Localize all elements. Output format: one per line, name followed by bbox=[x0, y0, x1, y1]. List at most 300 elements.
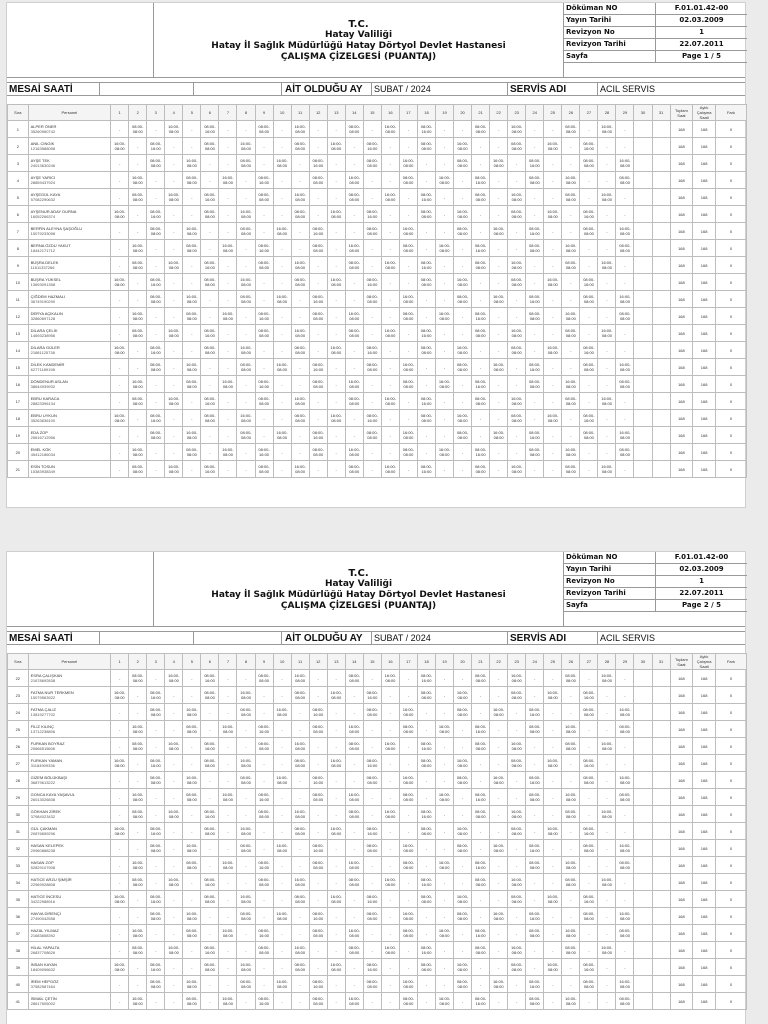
shift-cell: 16:00- 08:00 bbox=[219, 172, 237, 189]
shift-cell: 08:00- 08:00 bbox=[345, 393, 363, 410]
shift-cell: - bbox=[399, 206, 417, 223]
header-day: 24 bbox=[526, 654, 544, 670]
shift-cell: - bbox=[345, 891, 363, 908]
total-cell: 0 bbox=[715, 274, 746, 291]
shift-cell bbox=[634, 670, 652, 687]
shift-cell: - bbox=[381, 359, 399, 376]
shift-cell: - bbox=[472, 206, 490, 223]
shift-cell: 08:00- 08:00 bbox=[201, 891, 219, 908]
schedule-table bbox=[7, 653, 747, 1010]
shift-cell: - bbox=[417, 772, 435, 789]
shift-cell: 16:00- 08:00 bbox=[273, 359, 291, 376]
total-cell: 168 bbox=[670, 393, 693, 410]
row-number: 1 bbox=[8, 121, 29, 138]
shift-cell: - bbox=[273, 755, 291, 772]
shift-cell: 08:00- 08:00 bbox=[417, 755, 435, 772]
shift-cell: 08:00- 08:00 bbox=[237, 359, 255, 376]
shift-cell: 08:00- 08:00 bbox=[309, 857, 327, 874]
shift-cell: - bbox=[598, 138, 616, 155]
shift-cell: 08:00- 16:00 bbox=[201, 874, 219, 891]
total-cell: 0 bbox=[715, 410, 746, 427]
shift-cell: 08:00- 16:00 bbox=[309, 359, 327, 376]
header-day: 4 bbox=[165, 105, 183, 121]
shift-cell: 08:00- 08:00 bbox=[237, 840, 255, 857]
shift-cell: 08:00- 08:00 bbox=[237, 908, 255, 925]
personel-cell bbox=[28, 772, 111, 789]
header-day: 12 bbox=[309, 654, 327, 670]
shift-cell: 08:00- 08:00 bbox=[417, 891, 435, 908]
shift-cell: 16:00- 08:00 bbox=[327, 687, 345, 704]
shift-cell: - bbox=[435, 121, 453, 138]
total-cell: 168 bbox=[693, 840, 716, 857]
header-total: Aylık Çalışma Saati bbox=[693, 654, 716, 670]
shift-cell: - bbox=[201, 925, 219, 942]
shift-cell: 08:00- 16:00 bbox=[255, 308, 273, 325]
shift-cell: 16:00- 08:00 bbox=[291, 393, 309, 410]
shift-cell: 08:00- 08:00 bbox=[147, 155, 165, 172]
total-cell: 168 bbox=[693, 959, 716, 976]
shift-cell: 16:00- 08:00 bbox=[598, 942, 616, 959]
info-key: Revizyon No bbox=[564, 576, 656, 587]
shift-cell: - bbox=[381, 376, 399, 393]
personel-name: ALPER ÖNER bbox=[30, 124, 57, 129]
shift-cell: 16:00- 08:00 bbox=[381, 189, 399, 206]
shift-cell: - bbox=[616, 670, 634, 687]
shift-cell: - bbox=[219, 959, 237, 976]
total-cell: 0 bbox=[715, 138, 746, 155]
shift-cell: - bbox=[111, 376, 129, 393]
header-day: 3 bbox=[147, 654, 165, 670]
shift-cell: 08:00- 08:00 bbox=[183, 376, 201, 393]
row-number: 30 bbox=[8, 806, 29, 823]
shift-cell: - bbox=[562, 410, 580, 427]
shift-cell: 08:00- 16:00 bbox=[147, 687, 165, 704]
shift-cell bbox=[652, 291, 670, 308]
shift-cell: - bbox=[435, 942, 453, 959]
personel-id: 11611337266 bbox=[30, 265, 55, 270]
total-cell: 0 bbox=[715, 857, 746, 874]
shift-cell: 16:00- 08:00 bbox=[598, 325, 616, 342]
shift-cell: - bbox=[219, 670, 237, 687]
shift-cell: 08:00- 08:00 bbox=[526, 993, 544, 1010]
shift-cell: - bbox=[399, 806, 417, 823]
table-row bbox=[8, 993, 747, 1010]
shift-cell: 16:00- 08:00 bbox=[129, 925, 147, 942]
shift-cell bbox=[634, 223, 652, 240]
shift-cell: 16:00- 08:00 bbox=[435, 376, 453, 393]
shift-cell: - bbox=[544, 121, 562, 138]
shift-cell: - bbox=[183, 738, 201, 755]
shift-cell: 08:00- 16:00 bbox=[417, 670, 435, 687]
shift-cell: - bbox=[345, 908, 363, 925]
shift-cell: - bbox=[129, 155, 147, 172]
shift-cell: - bbox=[580, 806, 598, 823]
total-cell: 0 bbox=[715, 925, 746, 942]
personel-id: 35260960742 bbox=[30, 129, 56, 134]
shift-cell: 08:00- 08:00 bbox=[363, 291, 381, 308]
personel-cell bbox=[28, 755, 111, 772]
shift-cell: - bbox=[526, 393, 544, 410]
shift-cell: 08:00- 08:00 bbox=[345, 942, 363, 959]
shift-cell: 16:00- 08:00 bbox=[219, 993, 237, 1010]
shift-cell: - bbox=[616, 874, 634, 891]
shift-cell: - bbox=[598, 925, 616, 942]
shift-cell: - bbox=[111, 189, 129, 206]
shift-cell: - bbox=[201, 291, 219, 308]
shift-cell: - bbox=[129, 359, 147, 376]
shift-cell: - bbox=[472, 959, 490, 976]
shift-cell: - bbox=[598, 427, 616, 444]
shift-cell bbox=[652, 410, 670, 427]
personel-name: FİLİZ KILINÇ bbox=[30, 724, 54, 729]
shift-cell: - bbox=[309, 823, 327, 840]
shift-cell bbox=[634, 976, 652, 993]
shift-cell: - bbox=[598, 342, 616, 359]
shift-cell: - bbox=[472, 427, 490, 444]
total-cell: 0 bbox=[715, 291, 746, 308]
shift-cell: - bbox=[399, 138, 417, 155]
shift-cell: 08:00- 08:00 bbox=[526, 172, 544, 189]
shift-cell: 16:00- 08:00 bbox=[562, 721, 580, 738]
shift-cell: 16:00- 08:00 bbox=[399, 359, 417, 376]
shift-cell: 08:00- 08:00 bbox=[309, 172, 327, 189]
shift-cell: 16:00- 08:00 bbox=[183, 704, 201, 721]
shift-cell: 08:00- 08:00 bbox=[454, 359, 472, 376]
shift-cell: - bbox=[472, 704, 490, 721]
shift-cell: 16:00- 08:00 bbox=[273, 223, 291, 240]
shift-cell: 16:00- 08:00 bbox=[562, 308, 580, 325]
shift-cell: 16:00- 08:00 bbox=[111, 755, 129, 772]
shift-cell bbox=[634, 789, 652, 806]
shift-cell: 08:00- 08:00 bbox=[201, 138, 219, 155]
shift-cell: - bbox=[490, 993, 508, 1010]
shift-cell: - bbox=[165, 976, 183, 993]
shift-cell: - bbox=[598, 359, 616, 376]
personel-id: 21881125738 bbox=[30, 350, 55, 355]
table-row bbox=[8, 721, 747, 738]
shift-cell: - bbox=[381, 427, 399, 444]
shift-cell: 16:00- 08:00 bbox=[454, 410, 472, 427]
personel-cell bbox=[28, 291, 111, 308]
shift-cell: - bbox=[417, 427, 435, 444]
shift-cell: - bbox=[219, 461, 237, 478]
shift-cell: - bbox=[526, 738, 544, 755]
shift-cell: - bbox=[111, 325, 129, 342]
personel-cell bbox=[28, 687, 111, 704]
shift-cell: - bbox=[345, 138, 363, 155]
shift-cell: - bbox=[598, 959, 616, 976]
shift-cell: 16:00- 08:00 bbox=[508, 670, 526, 687]
shift-cell: - bbox=[562, 274, 580, 291]
personel-id: 12163588058 bbox=[30, 146, 56, 151]
shift-cell bbox=[634, 806, 652, 823]
shift-cell: 08:00- 08:00 bbox=[255, 942, 273, 959]
shift-cell: 08:00- 08:00 bbox=[472, 121, 490, 138]
personel-id: 15079233098 bbox=[30, 231, 56, 236]
shift-cell: 08:00- 08:00 bbox=[363, 223, 381, 240]
shift-cell: 16:00- 08:00 bbox=[508, 461, 526, 478]
total-cell: 168 bbox=[693, 240, 716, 257]
shift-cell: 16:00- 08:00 bbox=[129, 857, 147, 874]
shift-cell: - bbox=[490, 444, 508, 461]
shift-cell: - bbox=[201, 704, 219, 721]
shift-cell: 16:00- 08:00 bbox=[129, 444, 147, 461]
shift-cell: - bbox=[363, 376, 381, 393]
shift-cell: - bbox=[580, 789, 598, 806]
personel-cell bbox=[28, 444, 111, 461]
shift-cell: - bbox=[598, 410, 616, 427]
shift-cell: - bbox=[345, 410, 363, 427]
shift-cell: 08:00- 08:00 bbox=[616, 172, 634, 189]
header-day: 14 bbox=[345, 654, 363, 670]
shift-cell: - bbox=[219, 155, 237, 172]
shift-cell: - bbox=[345, 427, 363, 444]
shift-cell: - bbox=[580, 444, 598, 461]
shift-cell bbox=[652, 325, 670, 342]
shift-cell: - bbox=[544, 976, 562, 993]
shift-cell: 16:00- 08:00 bbox=[165, 257, 183, 274]
total-cell: 168 bbox=[670, 874, 693, 891]
personel-cell bbox=[28, 121, 111, 138]
shift-cell: - bbox=[327, 359, 345, 376]
page-number: Page 1 / 5 bbox=[681, 52, 722, 60]
shift-cell: - bbox=[580, 257, 598, 274]
personel-cell bbox=[28, 325, 111, 342]
shift-cell: 08:00- 08:00 bbox=[345, 738, 363, 755]
personel-name: FURKAN BOYRAZ bbox=[30, 741, 65, 746]
shift-cell: - bbox=[183, 325, 201, 342]
title-line: Hatay İl Sağlık Müdürlüğü Hatay Dörtyol Devlet Hastanesi bbox=[211, 589, 506, 600]
shift-cell: - bbox=[327, 172, 345, 189]
shift-cell: - bbox=[129, 755, 147, 772]
shift-cell: 16:00- 08:00 bbox=[111, 274, 129, 291]
shift-cell: 08:00- 08:00 bbox=[129, 738, 147, 755]
shift-cell: - bbox=[508, 240, 526, 257]
shift-cell: - bbox=[327, 874, 345, 891]
shift-cell: - bbox=[562, 427, 580, 444]
shift-cell: 08:00- 08:00 bbox=[183, 444, 201, 461]
shift-cell: 08:00- 08:00 bbox=[508, 959, 526, 976]
shift-cell: 16:00- 08:00 bbox=[562, 240, 580, 257]
shift-cell: - bbox=[544, 427, 562, 444]
shift-cell: - bbox=[490, 721, 508, 738]
header-day: 21 bbox=[472, 654, 490, 670]
shift-cell: 08:00- 16:00 bbox=[363, 891, 381, 908]
shift-cell: - bbox=[417, 993, 435, 1010]
shift-cell: 16:00- 08:00 bbox=[381, 738, 399, 755]
document-info bbox=[563, 552, 747, 627]
shift-cell: - bbox=[237, 444, 255, 461]
shift-cell: - bbox=[435, 461, 453, 478]
shift-cell: 08:00- 08:00 bbox=[255, 874, 273, 891]
shift-cell bbox=[634, 376, 652, 393]
shift-cell: - bbox=[598, 857, 616, 874]
total-cell: 168 bbox=[670, 257, 693, 274]
shift-cell: 08:00- 08:00 bbox=[417, 823, 435, 840]
shift-cell: - bbox=[381, 891, 399, 908]
shift-cell: - bbox=[273, 121, 291, 138]
shift-cell: - bbox=[255, 772, 273, 789]
shift-cell: 08:00- 16:00 bbox=[417, 257, 435, 274]
shift-cell: 16:00- 08:00 bbox=[562, 789, 580, 806]
shift-cell: 16:00- 08:00 bbox=[435, 993, 453, 1010]
shift-cell: - bbox=[417, 840, 435, 857]
personel-cell bbox=[28, 874, 111, 891]
shift-cell bbox=[652, 393, 670, 410]
shift-cell: - bbox=[255, 823, 273, 840]
shift-cell: 08:00- 16:00 bbox=[580, 959, 598, 976]
shift-cell: 16:00- 08:00 bbox=[327, 755, 345, 772]
shift-cell: - bbox=[526, 687, 544, 704]
row-number: 36 bbox=[8, 908, 29, 925]
shift-cell: 16:00- 08:00 bbox=[237, 891, 255, 908]
shift-cell: 08:00- 08:00 bbox=[508, 410, 526, 427]
shift-cell: - bbox=[183, 461, 201, 478]
total-cell: 168 bbox=[670, 687, 693, 704]
shift-cell: - bbox=[435, 342, 453, 359]
shift-cell: - bbox=[111, 772, 129, 789]
shift-cell: 16:00- 08:00 bbox=[508, 121, 526, 138]
personel-name: GİZEM BÖLÜKBAŞI bbox=[30, 775, 68, 780]
shift-cell: 16:00- 08:00 bbox=[111, 687, 129, 704]
shift-cell: 08:00- 08:00 bbox=[147, 427, 165, 444]
shift-cell: 16:00- 08:00 bbox=[291, 874, 309, 891]
header-day: 29 bbox=[616, 654, 634, 670]
shift-cell: 16:00- 08:00 bbox=[544, 823, 562, 840]
header-day: 16 bbox=[381, 105, 399, 121]
header-day: 27 bbox=[580, 105, 598, 121]
personel-id: 28859437924 bbox=[30, 180, 56, 185]
shift-cell: 08:00- 08:00 bbox=[562, 189, 580, 206]
shift-cell: - bbox=[147, 376, 165, 393]
shift-cell: - bbox=[490, 942, 508, 959]
shift-cell: - bbox=[255, 155, 273, 172]
total-cell: 0 bbox=[715, 427, 746, 444]
shift-cell: 08:00- 16:00 bbox=[417, 874, 435, 891]
shift-cell: - bbox=[544, 325, 562, 342]
shift-cell: - bbox=[111, 976, 129, 993]
shift-cell: - bbox=[526, 823, 544, 840]
personel-cell bbox=[28, 427, 111, 444]
shift-cell: 08:00- 08:00 bbox=[580, 155, 598, 172]
shift-cell: - bbox=[165, 721, 183, 738]
personel-cell bbox=[28, 461, 111, 478]
personel-id: 20876659296 bbox=[30, 831, 56, 836]
shift-cell: - bbox=[165, 755, 183, 772]
shift-cell: 08:00- 08:00 bbox=[291, 959, 309, 976]
shift-cell: 16:00- 08:00 bbox=[237, 274, 255, 291]
header-day: 8 bbox=[237, 105, 255, 121]
shift-cell: - bbox=[273, 325, 291, 342]
shift-cell: - bbox=[381, 138, 399, 155]
shift-cell bbox=[652, 172, 670, 189]
shift-cell: - bbox=[183, 806, 201, 823]
personel-id: 57082290632 bbox=[30, 197, 56, 202]
shift-cell: - bbox=[255, 359, 273, 376]
shift-cell: 16:00- 08:00 bbox=[129, 240, 147, 257]
shift-cell: - bbox=[129, 891, 147, 908]
shift-cell: 08:00- 16:00 bbox=[309, 908, 327, 925]
shift-cell bbox=[634, 393, 652, 410]
shift-cell: 08:00- 16:00 bbox=[363, 823, 381, 840]
shift-cell: - bbox=[598, 223, 616, 240]
total-cell: 168 bbox=[693, 376, 716, 393]
row-number: 19 bbox=[8, 427, 29, 444]
row-number: 27 bbox=[8, 755, 29, 772]
shift-cell: 16:00- 08:00 bbox=[165, 393, 183, 410]
shift-cell: - bbox=[598, 172, 616, 189]
shift-cell: - bbox=[616, 959, 634, 976]
shift-cell: 08:00- 08:00 bbox=[345, 461, 363, 478]
total-cell: 0 bbox=[715, 976, 746, 993]
personel-id: 34222988916 bbox=[30, 899, 56, 904]
table-row bbox=[8, 772, 747, 789]
row-number: 7 bbox=[8, 223, 29, 240]
shift-cell: - bbox=[526, 189, 544, 206]
shift-cell: 08:00- 08:00 bbox=[508, 755, 526, 772]
shift-cell: 08:00- 08:00 bbox=[472, 942, 490, 959]
shift-cell: - bbox=[363, 806, 381, 823]
shift-cell: - bbox=[219, 410, 237, 427]
shift-cell: 08:00- 16:00 bbox=[255, 721, 273, 738]
shift-cell: 16:00- 08:00 bbox=[562, 857, 580, 874]
total-cell: 168 bbox=[670, 823, 693, 840]
personel-cell bbox=[28, 959, 111, 976]
shift-cell bbox=[652, 959, 670, 976]
shift-cell: - bbox=[526, 274, 544, 291]
personel-cell bbox=[28, 670, 111, 687]
shift-cell: - bbox=[508, 291, 526, 308]
shift-cell: 08:00- 16:00 bbox=[363, 138, 381, 155]
info-key: Yayın Tarihi bbox=[564, 564, 656, 575]
shift-cell: - bbox=[165, 789, 183, 806]
shift-cell: 16:00- 08:00 bbox=[490, 155, 508, 172]
info-value: F.01.01.42-00 bbox=[674, 553, 729, 561]
shift-cell: 08:00- 16:00 bbox=[255, 925, 273, 942]
shift-cell: - bbox=[526, 670, 544, 687]
shift-cell: - bbox=[345, 274, 363, 291]
shift-cell: - bbox=[291, 291, 309, 308]
shift-cell: 08:00- 08:00 bbox=[526, 308, 544, 325]
shift-cell: 08:00- 08:00 bbox=[562, 121, 580, 138]
shift-cell: 16:00- 08:00 bbox=[129, 721, 147, 738]
shift-cell: - bbox=[309, 670, 327, 687]
shift-cell: - bbox=[472, 155, 490, 172]
shift-cell: - bbox=[544, 993, 562, 1010]
personel-name: İSMAİL ÇETİN bbox=[30, 996, 57, 1001]
shift-cell: - bbox=[435, 670, 453, 687]
shift-cell: - bbox=[616, 755, 634, 772]
shift-cell: 16:00- 08:00 bbox=[219, 240, 237, 257]
personel-cell bbox=[28, 721, 111, 738]
shift-cell: - bbox=[399, 687, 417, 704]
shift-cell: - bbox=[291, 155, 309, 172]
shift-cell: - bbox=[309, 891, 327, 908]
shift-cell: 16:00- 08:00 bbox=[345, 308, 363, 325]
shift-cell bbox=[652, 908, 670, 925]
shift-cell: - bbox=[490, 806, 508, 823]
shift-cell: - bbox=[598, 840, 616, 857]
shift-cell: 08:00- 08:00 bbox=[183, 925, 201, 942]
shift-cell: - bbox=[562, 823, 580, 840]
shift-cell: - bbox=[147, 172, 165, 189]
title-line: Hatay İl Sağlık Müdürlüğü Hatay Dörtyol Devlet Hastanesi bbox=[211, 40, 506, 51]
shift-cell: 16:00- 08:00 bbox=[562, 172, 580, 189]
shift-cell: - bbox=[544, 257, 562, 274]
shift-cell bbox=[652, 274, 670, 291]
shift-cell: - bbox=[165, 240, 183, 257]
shift-cell bbox=[652, 993, 670, 1010]
